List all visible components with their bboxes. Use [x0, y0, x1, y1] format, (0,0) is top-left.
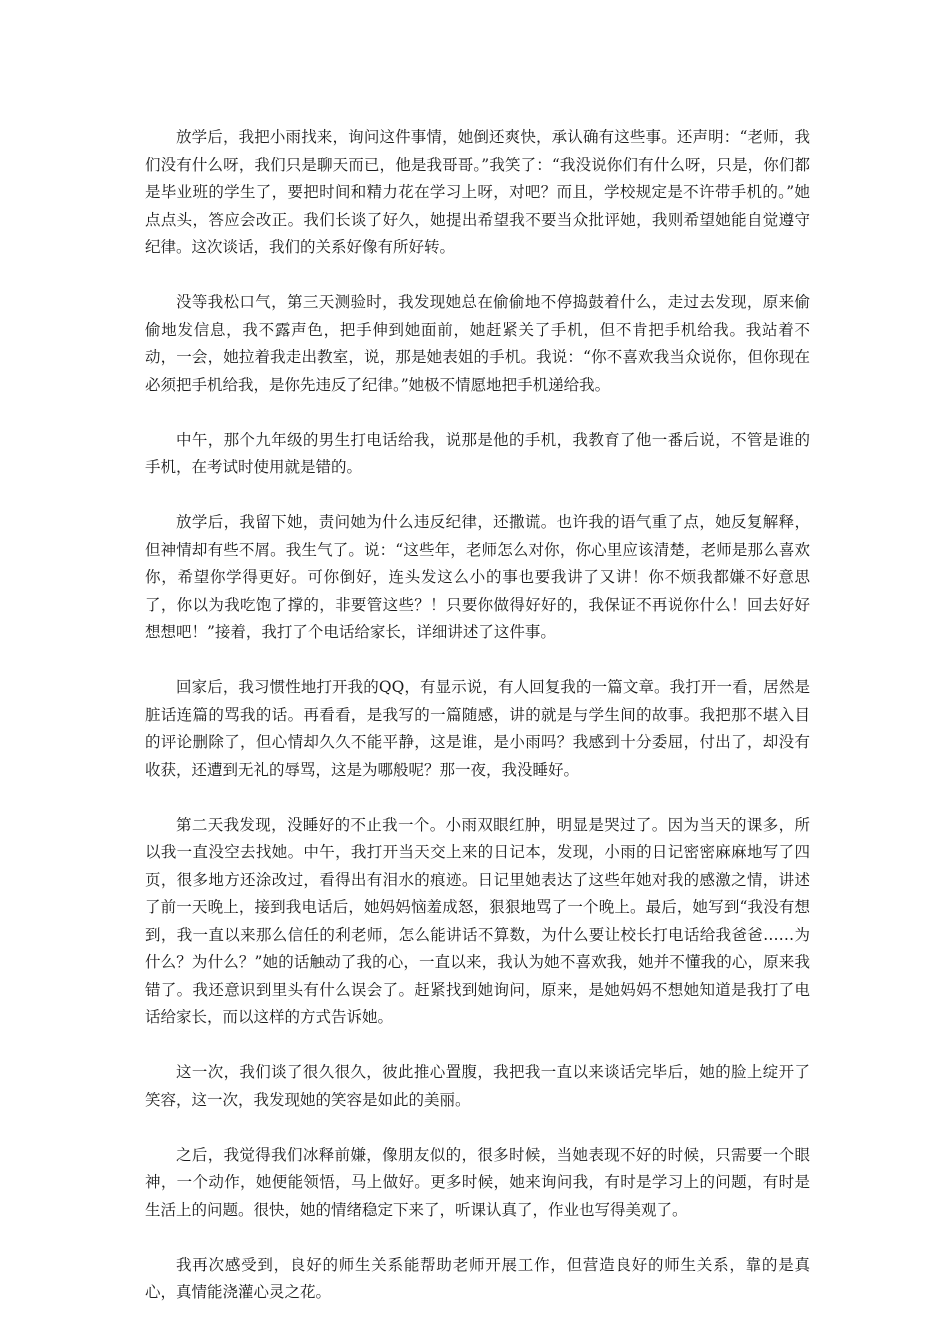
paragraph-8: 之后，我觉得我们冰释前嫌，像朋友似的，很多时候，当她表现不好的时候，只需要一个眼神，一个动作，她便能领悟，马上做好。更多时候，她来询问我，有时是学习上的问题，有时是生活上的问题。很快，她的情绪稳定下来了，听课认真了，作业也写得美观了。	[145, 1145, 810, 1219]
paragraph-4: 放学后，我留下她，责问她为什么违反纪律，还撒谎。也许我的语气重了点，她反复解释，但神情却有些不屑。我生气了。说：“这些年，老师怎么对你，你心里应该清楚，老师是那么喜欢你，希望你学得更好。可你倒好，连头发这么小的事也要我讲了又讲！你不烦我都嫌不好意思了，你以为我吃饱了撑的，非要管这些？！只要你做得好好的，我保证不再说你什么！回去好好想想吧！”接着，我打了个电话给家长，详细讲述了这件事。	[145, 513, 810, 641]
paragraph-1: 放学后，我把小雨找来，询问这件事情，她倒还爽快，承认确有这些事。还声明：“老师，我们没有什么呀，我们只是聊天而已，他是我哥哥。”我笑了：“我没说你们有什么呀，只是，你们都是毕业班的学生了，要把时间和精力花在学习上呀，对吧？而且，学校规定是不许带手机的。”她点点头，答应会改正。我们长谈了好久，她提出希望我不要当众批评她，我则希望她能自觉遵守纪律。这次谈话，我们的关系好像有所好转。	[145, 128, 810, 256]
paragraph-6: 第二天我发现，没睡好的不止我一个。小雨双眼红肿，明显是哭过了。因为当天的课多，所以我一直没空去找她。中午，我打开当天交上来的日记本，发现，小雨的日记密密麻麻地写了四页，很多地方还涂改过，看得出有泪水的痕迹。日记里她表达了这些年她对我的感激之情，讲述了前一天晚上，接到我电话后，她妈妈恼羞成怒，狠狠地骂了一个晚上。最后，她写到“我没有想到，我一直以来那么信任的利老师，怎么能讲话不算数，为什么要让校长打电话给我爸爸……为什么？为什么？”她的话触动了我的心，一直以来，我认为她不喜欢我，她并不懂我的心，原来我错了。我还意识到里头有什么误会了。赶紧找到她询问，原来，是她妈妈不想她知道是我打了电话给家长，而以这样的方式告诉她。	[145, 815, 810, 1026]
paragraph-7: 这一次，我们谈了很久很久，彼此推心置腹，我把我一直以来谈话完毕后，她的脸上绽开了笑容，这一次，我发现她的笑容是如此的美丽。	[145, 1063, 810, 1109]
document-body	[145, 124, 810, 1307]
paragraph-5: 回家后，我习惯性地打开我的QQ，有显示说，有人回复我的一篇文章。我打开一看，居然是脏话连篇的骂我的话。再看看，是我写的一篇随感，讲的就是与学生间的故事。我把那不堪入目的评论删除了，但心情却久久不能平静，这是谁，是小雨吗？我感到十分委屈，付出了，却没有收获，还遭到无礼的辱骂，这是为哪般呢？那一夜，我没睡好。	[145, 678, 810, 779]
paragraph-2: 没等我松口气，第三天测验时，我发现她总在偷偷地不停捣鼓着什么，走过去发现，原来偷偷地发信息，我不露声色，把手伸到她面前，她赶紧关了手机，但不肯把手机给我。我站着不动，一会，她拉着我走出教室，说，那是她表姐的手机。我说：“你不喜欢我当众说你，但你现在必须把手机给我，是你先违反了纪律。”她极不情愿地把手机递给我。	[145, 293, 810, 394]
paragraph-3: 中午，那个九年级的男生打电话给我，说那是他的手机，我教育了他一番后说，不管是谁的手机，在考试时使用就是错的。	[145, 430, 810, 476]
paragraph-9: 我再次感受到，良好的师生关系能帮助老师开展工作，但营造良好的师生关系，靠的是真心，真情能浇灌心灵之花。	[145, 1255, 810, 1301]
